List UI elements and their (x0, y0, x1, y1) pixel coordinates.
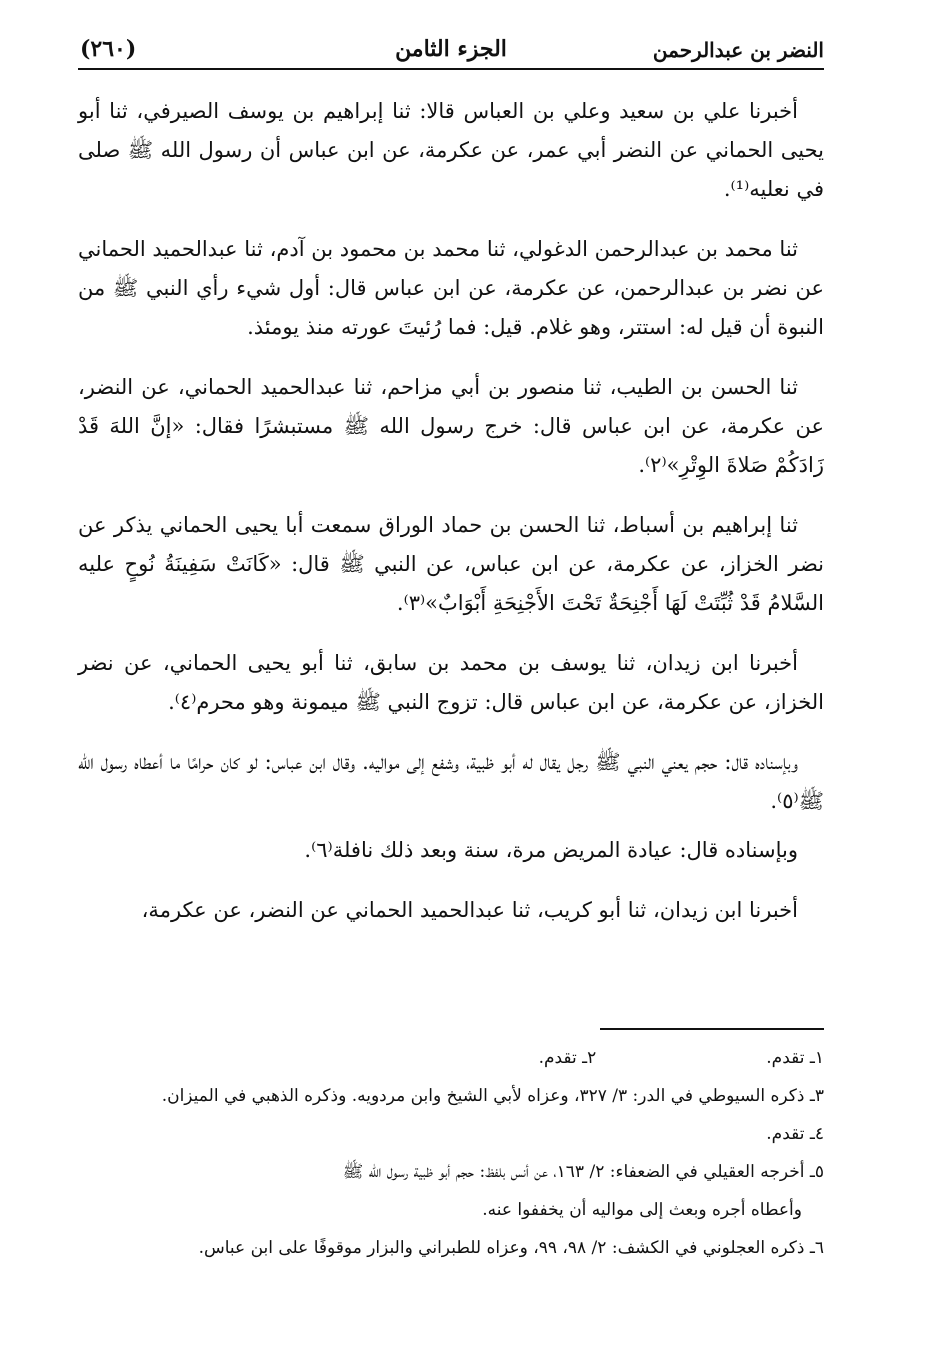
page-number: (٢٦٠) (80, 36, 137, 62)
paragraph-2: ثنا محمد بن عبدالرحمن الدغولي، ثنا محمد بن محمود بن آدم، ثنا عبدالحميد الحماني عن نضر بن عبدالرحمن، عن عكرمة، عن ابن عباس قال: أول شيء رأي النبي ﷺ من النبوة أن قيل له: استتر، وهو غلام. قيل: فما رُئيتَ عورته منذ يومئذ. (78, 237, 824, 339)
paragraph-4: ثنا إبراهيم بن أسباط، ثنا الحسن بن حماد الوراق سمعت أبا يحيى الحماني يذكر عن نضر الخزاز، عن عكرمة، عن ابن عباس، عن النبي ﷺ قال: «كَانَتْ سَفِينَةُ نُوحٍ عليه السَّلامُ قَدْ ثُبِّتَتْ لَهَا أَجْنِحَةٌ تَحْتَ الأَجْنِحَةِ أَبْوَابٌ»⁽٣⁾. (78, 513, 824, 615)
footnote-separator (600, 1028, 824, 1030)
footnotes (78, 1042, 824, 1270)
paragraph-7: وبإسناده قال: عيادة المريض مرة، سنة وبعد ذلك نافلة⁽٦⁾. (304, 838, 798, 862)
paragraph-6: وبإسناده قال: حجم يعني النبي ﷺ رجل يقال له أبو ظبية، وشفع إلى مواليه. وقال ابن عباس: لو كان حرامًا ما أعطاه رسول الله ﷺ⁽٥⁾. (78, 750, 824, 813)
footnote-4: ٤ـ تقدم. (766, 1124, 824, 1144)
footnote-2: ٢ـ تقدم. (538, 1048, 597, 1068)
footnote-1: ١ـ تقدم. (766, 1048, 824, 1068)
footnote-row-1-2 (78, 1042, 824, 1074)
footnote-3: ٣ـ ذكره السيوطي في الدر: ٣/ ٣٢٧، وعزاه لأبي الشيخ وابن مردويه. وذكره الذهبي في الميزان. (161, 1086, 824, 1106)
main-text (78, 92, 824, 951)
footnote-6: ٦ـ ذكره العجلوني في الكشف: ٢/ ٩٨، ٩٩، وعزاه للطبراني والبزار موقوفًا على ابن عباس. (198, 1238, 824, 1258)
paragraph-3: ثنا الحسن بن الطيب، ثنا منصور بن أبي مزاحم، ثنا عبدالحميد الحماني، عن النضر، عن عكرمة، عن ابن عباس قال: خرج رسول الله ﷺ مستبشرًا فقال: «إنَّ اللهَ قَدْ زَادَكُمْ صَلاةَ الوِتْرِ»⁽٢⁾. (78, 375, 824, 477)
paragraph-1: أخبرنا علي بن سعيد وعلي بن العباس قالا: ثنا إبراهيم بن يوسف الصيرفي، ثنا أبو يحيى الحماني عن النضر أبي عمر، عن عكرمة، عن ابن عباس أن رسول الله ﷺ صلى في نعليه⁽¹⁾. (78, 99, 824, 201)
paragraph-8: أخبرنا ابن زيدان، ثنا أبو كريب، ثنا عبدالحميد الحماني عن النضر، عن عكرمة، (141, 898, 798, 922)
section-title: النضر بن عبدالرحمن (652, 38, 824, 62)
part-title: الجزء الثامن (395, 36, 507, 62)
footnote-5-continued: وأعطاه أجره وبعث إلى مواليه أن يخففوا عنه. (482, 1200, 802, 1220)
paragraph-5: أخبرنا ابن زيدان، ثنا يوسف بن محمد بن سابق، ثنا أبو يحيى الحماني، عن نضر الخزاز، عن عكرمة، عن ابن عباس قال: تزوج النبي ﷺ ميمونة وهو محرم⁽٤⁾. (78, 651, 824, 714)
page-header (78, 28, 824, 70)
footnote-5: ٥ـ أخرجه العقيلي في الضعفاء: ٢/ ١٦٣، عن أنس بلفظ: حجم أبو ظبية رسول الله ﷺ (342, 1162, 824, 1182)
